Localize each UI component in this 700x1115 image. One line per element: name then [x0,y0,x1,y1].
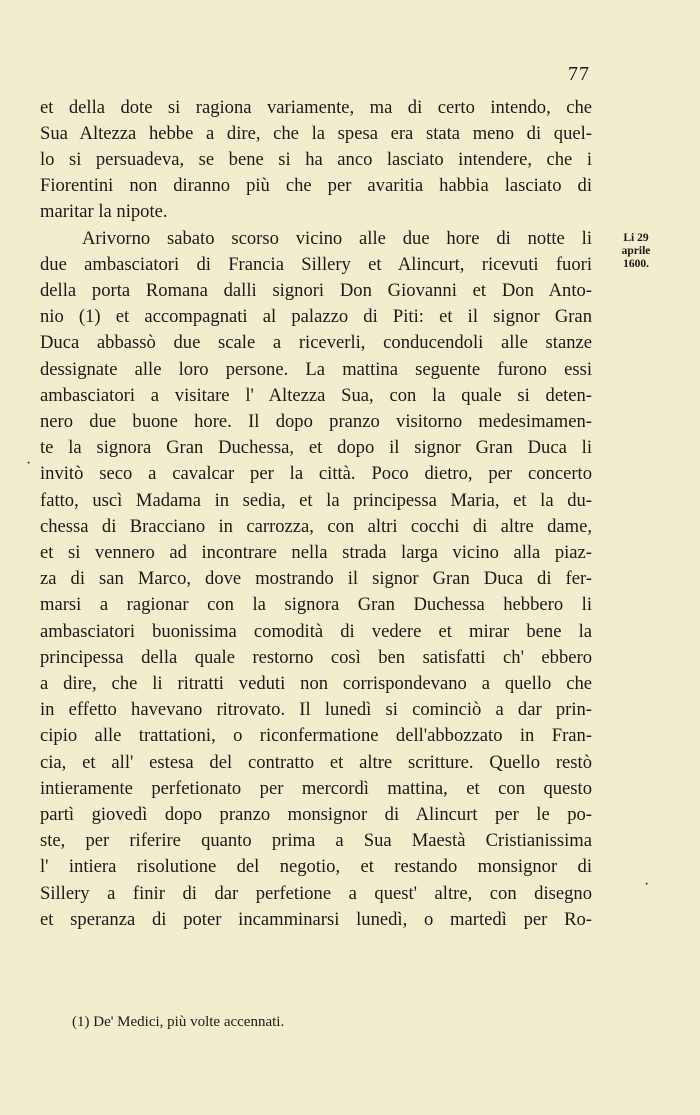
text-line: cipio alle trattationi, o riconfermatione dell'abbozzato in Fran- [40,725,592,746]
text-line: nero due buone hore. Il dopo pranzo visitorno medesimamen- [40,411,592,432]
text-line: marsi a ragionar con la signora Gran Duchessa hebbero li [40,594,592,615]
text-line: te la signora Gran Duchessa, et dopo il signor Gran Duca li [40,437,592,458]
text-line: za di san Marco, dove mostrando il signor Gran Duca di fer- [40,568,592,589]
text-line: lo si persuadeva, se bene si ha anco lasciato intendere, che i [40,149,592,170]
text-line: Arivorno sabato scorso vicino alle due hore di notte li [82,228,592,249]
text-line: a dire, che li ritratti veduti non corrispondevano a quello che [40,673,592,694]
text-line: in effetto havevano ritrovato. Il lunedì si cominciò a dar prin- [40,699,592,720]
margin-mark-dot: · [644,876,650,893]
text-line: cia, et all' estesa del contratto et altre scritture. Quello restò [40,752,592,773]
text-line: ambasciatori a visitare l' Altezza Sua, con la quale si deten- [40,385,592,406]
page-number: 77 [568,63,590,85]
text-line: della porta Romana dalli signori Don Giovanni et Don Anto- [40,280,592,301]
text-line: due ambasciatori di Francia Sillery et Alincurt, ricevuti fuori [40,254,592,275]
margin-note-line: Li 29 [623,232,649,244]
footnote: (1) De' Medici, più volte accennati. [72,1014,285,1030]
text-line: intieramente perfetionato per mercordì mattina, et con questo [40,778,592,799]
text-line: Duca abbassò due scale a riceverli, conducendoli alle stanze [40,332,592,353]
text-line: Sua Altezza hebbe a dire, che la spesa era stata meno di quel- [40,123,592,144]
text-line: partì giovedì dopo pranzo monsignor di Alincurt per le po- [40,804,592,825]
margin-note-line: 1600. [623,258,649,270]
text-line: principessa della quale restorno così ben satisfatti ch' ebbero [40,647,592,668]
text-line: fatto, uscì Madama in sedia, et la principessa Maria, et la du- [40,490,592,511]
margin-mark-dot: · [26,455,32,472]
text-line: chessa di Bracciano in carrozza, con altri cocchi di altre dame, [40,516,592,537]
text-line: maritar la nipote. [40,201,168,222]
text-line: dessignate alle loro persone. La mattina seguente furono essi [40,359,592,380]
text-line: Sillery a finir di dar perfetione a quest' altre, con disegno [40,883,592,904]
text-line: et speranza di poter incamminarsi lunedì, o martedì per Ro- [40,909,592,930]
margin-note-line: aprile [621,245,651,257]
margin-date-note [612,232,660,271]
text-line: ste, per riferire quanto prima a Sua Maestà Cristianissima [40,830,592,851]
text-line: nio (1) et accompagnati al palazzo di Piti: et il signor Gran [40,306,592,327]
text-line: et della dote si ragiona variamente, ma di certo intendo, che [40,97,592,118]
text-line: ambasciatori buonissima comodità di vedere et mirar bene la [40,621,592,642]
text-line: et si vennero ad incontrare nella strada larga vicino alla piaz- [40,542,592,563]
text-line: invitò seco a cavalcar per la città. Poco dietro, per concerto [40,463,592,484]
text-line: l' intiera risolutione del negotio, et restando monsignor di [40,856,592,877]
text-line: Fiorentini non diranno più che per avaritia habbia lasciato di [40,175,592,196]
